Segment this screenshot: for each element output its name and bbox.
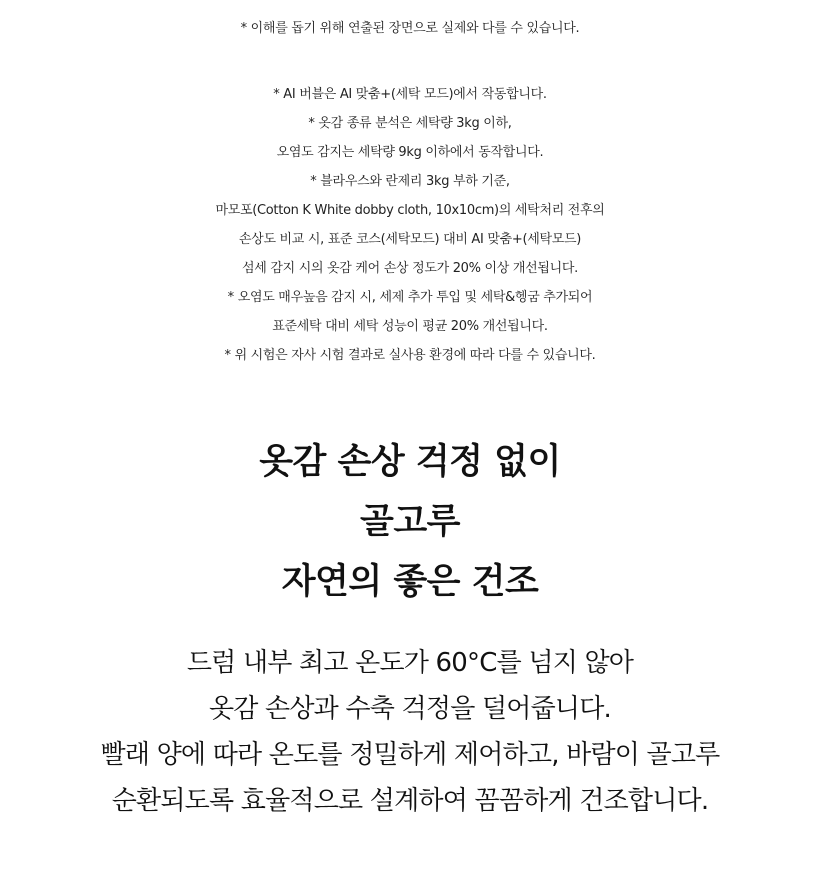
description-line: 옷감 손상과 수축 걱정을 덜어줍니다. [208,694,612,724]
disclaimer-line: * 오염도 매우높음 감지 시, 세제 추가 투입 및 세탁&헹굼 추가되어 [227,290,593,305]
feature-headline [0,432,820,612]
description-line: 빨래 양에 따라 온도를 정밀하게 제어하고, 바람이 골고루 [100,740,720,770]
description-line: 드럼 내부 최고 온도가 60°C를 넘지 않아 [186,648,634,678]
disclaimer-line: 마모포(Cotton K White dobby cloth, 10x10cm)의 세탁처리 전후의 [215,203,605,218]
disclaimer-line: 섬세 감지 시의 옷감 케어 손상 정도가 20% 이상 개선됩니다. [242,261,578,276]
disclaimer-image-note [0,20,820,38]
description-line: 순환되도록 효율적으로 설계하여 꼼꼼하게 건조합니다. [111,786,709,816]
disclaimer-line: 오염도 감지는 세탁량 9kg 이하에서 동작합니다. [276,145,544,160]
feature-description [0,640,820,824]
headline-line: 옷감 손상 걱정 없이 [259,442,561,482]
disclaimer-line: 표준세탁 대비 세탁 성능이 평균 20% 개선됩니다. [272,319,548,334]
headline-line: 자연의 좋은 건조 [281,562,539,602]
disclaimer-line: * 옷감 종류 분석은 세탁량 3kg 이하, [308,116,512,131]
disclaimer-line: * AI 버블은 AI 맞춤+(세탁 모드)에서 작동합니다. [273,87,547,102]
disclaimer-line: * 이해를 돕기 위해 연출된 장면으로 실제와 다를 수 있습니다. [240,21,580,36]
headline-line: 골고루 [360,502,460,542]
disclaimer-notes [0,80,820,370]
disclaimer-line: * 위 시험은 자사 시험 결과로 실사용 환경에 따라 다를 수 있습니다. [224,348,596,363]
disclaimer-line: 손상도 비교 시, 표준 코스(세탁모드) 대비 AI 맞춤+(세탁모드) [238,232,582,247]
disclaimer-line: * 블라우스와 란제리 3kg 부하 기준, [310,174,510,189]
